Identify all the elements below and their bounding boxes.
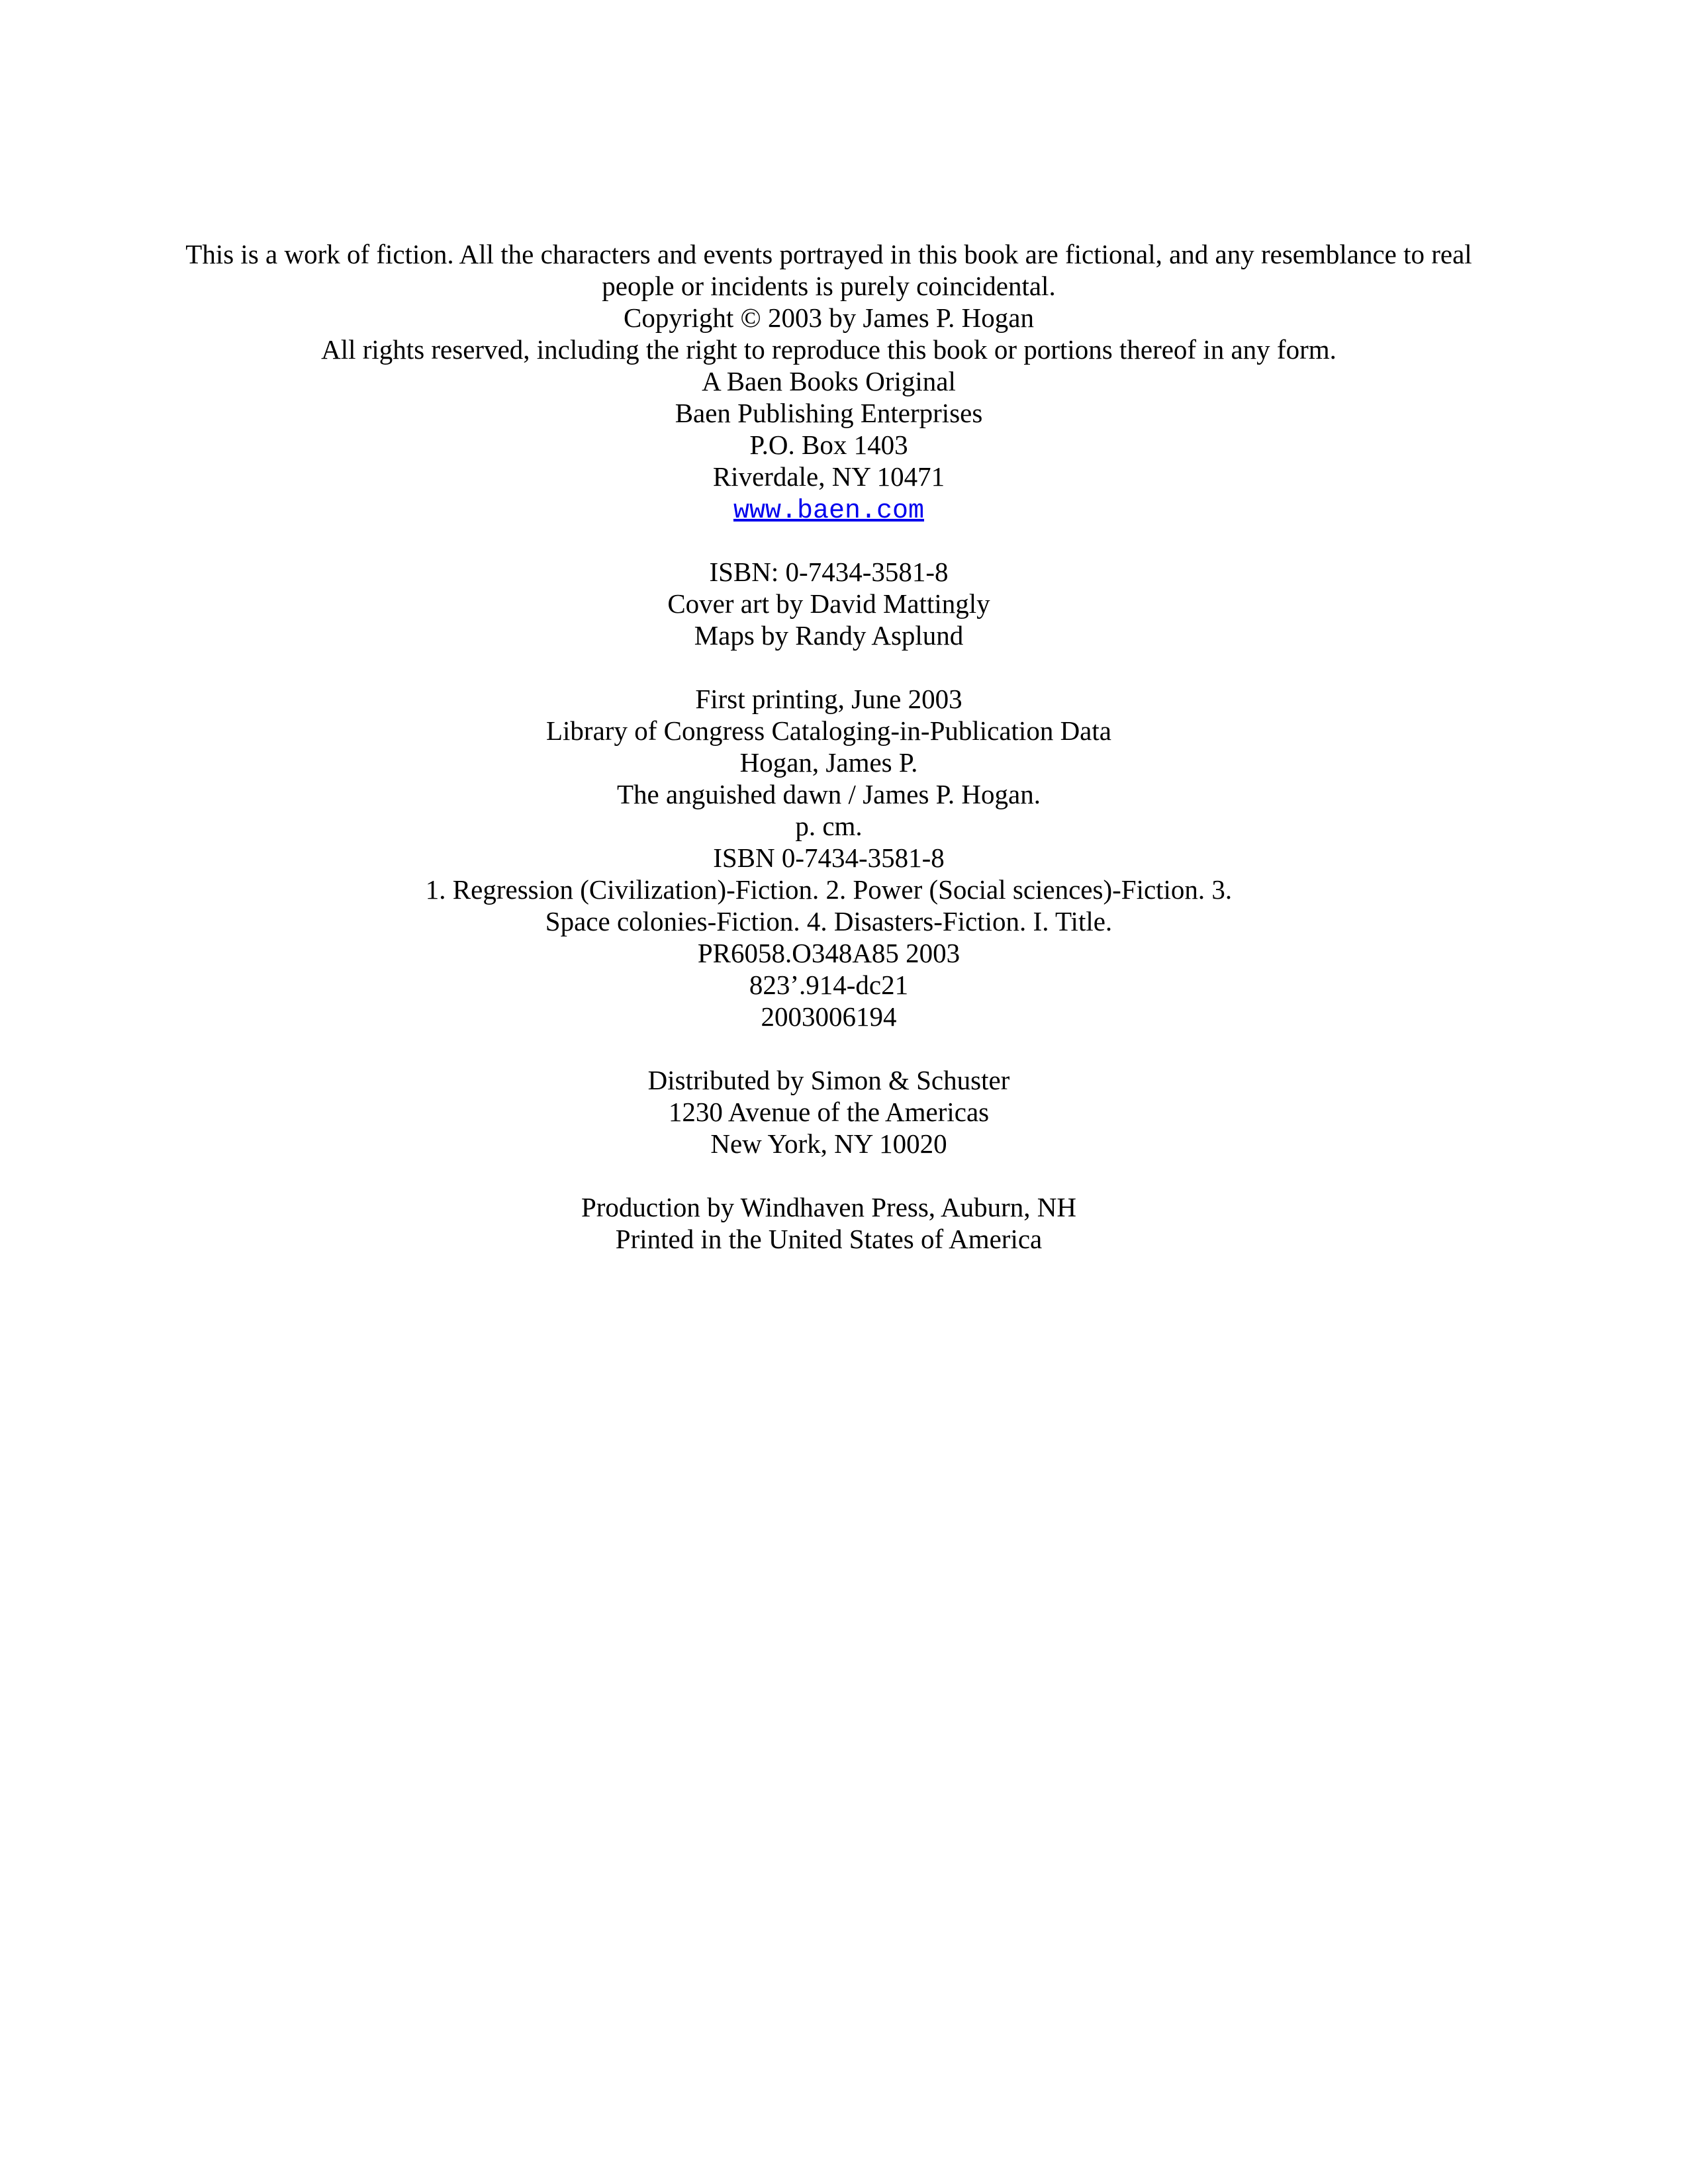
maps-credit: Maps by Randy Asplund [694, 620, 964, 651]
spacer [170, 524, 1487, 556]
distributor-address-2: New York, NY 10020 [710, 1128, 947, 1159]
publisher-website-line [170, 492, 1487, 524]
publisher-name: Baen Publishing Enterprises [675, 398, 983, 428]
distributor-address-1: 1230 Avenue of the Americas [668, 1097, 990, 1127]
publisher-po-box: P.O. Box 1403 [749, 430, 908, 460]
fiction-disclaimer-line-1: This is a work of fiction. All the characters and events portrayed in this book are fictional, and any resemblance to real [185, 239, 1472, 269]
loc-pcm: p. cm. [795, 811, 863, 841]
loc-heading: Library of Congress Cataloging-in-Publication Data [546, 715, 1111, 746]
loc-isbn: ISBN 0-7434-3581-8 [713, 842, 945, 873]
distributor-line: Distributed by Simon & Schuster [647, 1065, 1010, 1095]
spacer [170, 1032, 1487, 1064]
loc-dewey-number: 823’.914-dc21 [749, 970, 909, 1000]
fiction-disclaimer-line-2: people or incidents is purely coincidental. [602, 271, 1056, 301]
loc-call-number: PR6058.O348A85 2003 [697, 938, 961, 968]
loc-subjects-line-2: Space colonies-Fiction. 4. Disasters-Fiction. I. Title. [545, 906, 1113, 936]
isbn-line: ISBN: 0-7434-3581-8 [709, 557, 949, 587]
printed-line: Printed in the United States of America [615, 1224, 1043, 1254]
publisher-website-link[interactable]: www.baen.com [733, 496, 925, 526]
edition-line: A Baen Books Original [702, 366, 956, 396]
spacer [170, 651, 1487, 683]
publisher-city: Riverdale, NY 10471 [712, 461, 945, 492]
printing-line: First printing, June 2003 [695, 684, 962, 714]
loc-control-number: 2003006194 [761, 1001, 897, 1032]
spacer [170, 1160, 1487, 1191]
copyright-text-block [170, 238, 1487, 1255]
cover-art-credit: Cover art by David Mattingly [667, 588, 990, 619]
loc-author: Hogan, James P. [739, 747, 918, 778]
production-line: Production by Windhaven Press, Auburn, NH [581, 1192, 1077, 1222]
copyright-notice: Copyright © 2003 by James P. Hogan [624, 302, 1034, 333]
rights-notice: All rights reserved, including the right to reproduce this book or portions thereof in any form. [321, 334, 1336, 365]
loc-subjects-line-1: 1. Regression (Civilization)-Fiction. 2. Power (Social sciences)-Fiction. 3. [425, 874, 1233, 905]
loc-title: The anguished dawn / James P. Hogan. [617, 779, 1041, 809]
